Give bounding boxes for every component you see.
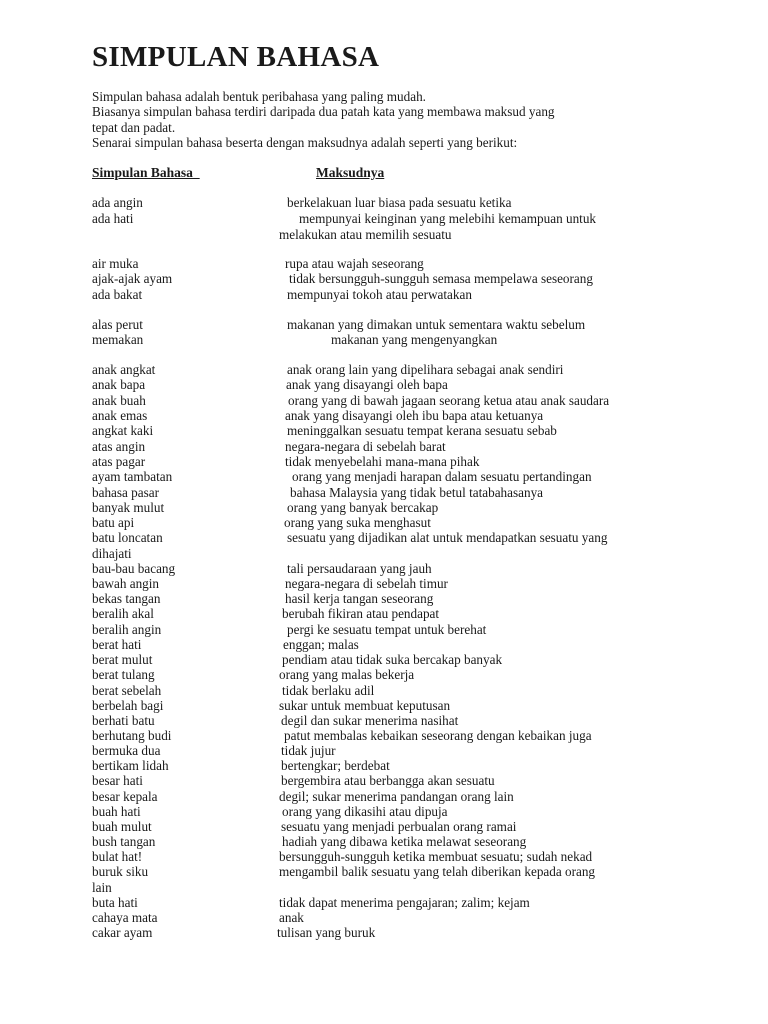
entry-meaning: bergembira atau berbangga akan sesuatu: [281, 773, 495, 788]
intro-line: Senarai simpulan bahasa beserta dengan maksudnya adalah seperti yang berikut:: [92, 135, 518, 151]
entry-term: berhutang budi: [92, 728, 172, 743]
entry-row: [0, 485, 768, 500]
entry-row: [0, 743, 768, 758]
entry-meaning: makanan yang dimakan untuk sementara waktu sebelum: [287, 317, 586, 332]
entry-row: [0, 849, 768, 864]
entry-meaning: mempunyai tokoh atau perwatakan: [287, 287, 472, 302]
entry-meaning: orang yang banyak bercakap: [287, 500, 439, 515]
entry-row: [0, 408, 768, 423]
entry-term: buah mulut: [92, 819, 152, 834]
entry-meaning: tidak menyebelahi mana-mana pihak: [285, 454, 480, 469]
page-title: SIMPULAN BAHASA: [92, 41, 380, 73]
entry-meaning: degil; sukar menerima pandangan orang lain: [279, 789, 514, 804]
column-header-meaning: Maksudnya: [316, 165, 385, 180]
intro-line: Biasanya simpulan bahasa terdiri daripada dua patah kata yang membawa maksud yang: [92, 104, 555, 120]
entry-row: [0, 683, 768, 698]
intro-line: tepat dan padat.: [92, 119, 176, 135]
entry-term: cakar ayam: [92, 925, 153, 940]
entry-meaning: anak yang disayangi oleh ibu bapa atau ketuanya: [285, 408, 544, 423]
entry-row: [0, 423, 768, 438]
entry-term: ajak-ajak ayam: [92, 271, 173, 286]
entry-row: [0, 211, 768, 226]
entry-term: lain: [92, 880, 112, 895]
entry-row: [0, 804, 768, 819]
entry-meaning: sesuatu yang menjadi perbualan orang ramai: [281, 819, 517, 834]
entry-meaning: mempunyai keinginan yang melebihi kemampuan untuk: [299, 211, 597, 226]
entry-row: [0, 469, 768, 484]
entry-term: ada angin: [92, 195, 143, 210]
entry-meaning: orang yang malas bekerja: [279, 667, 415, 682]
entry-row: [0, 287, 768, 302]
entry-row: [0, 591, 768, 606]
entry-meaning: bertengkar; berdebat: [281, 758, 390, 773]
entry-row: [0, 362, 768, 377]
entry-term: bertikam lidah: [92, 758, 169, 773]
entry-term: bermuka dua: [92, 743, 161, 758]
entry-term: bulat hat!: [92, 849, 143, 864]
entry-row: [0, 439, 768, 454]
entry-term: bau-bau bacang: [92, 561, 176, 576]
entry-meaning: tulisan yang buruk: [277, 925, 376, 940]
entry-term: alas perut: [92, 317, 143, 332]
entry-row: [0, 622, 768, 637]
entry-row: [0, 515, 768, 530]
entry-term: ada hati: [92, 211, 134, 226]
entry-meaning: tidak dapat menerima pengajaran; zalim; kejam: [279, 895, 530, 910]
entry-meaning: negara-negara di sebelah barat: [285, 439, 446, 454]
entry-term: berbelah bagi: [92, 698, 164, 713]
entry-row: [0, 271, 768, 286]
entry-term: anak angkat: [92, 362, 156, 377]
entry-term: bahasa pasar: [92, 485, 159, 500]
entry-meaning: tidak bersungguh-sungguh semasa mempelawa seseorang: [289, 271, 593, 286]
entry-term: buta hati: [92, 895, 138, 910]
column-header-term: Simpulan Bahasa: [92, 165, 200, 180]
entry-meaning: pendiam atau tidak suka bercakap banyak: [282, 652, 503, 667]
entry-term: batu api: [92, 515, 135, 530]
entry-meaning: anak yang disayangi oleh bapa: [286, 377, 448, 392]
entry-row: [0, 637, 768, 652]
entry-meaning: sesuatu yang dijadikan alat untuk mendapatkan sesuatu yang: [287, 530, 608, 545]
entry-meaning: enggan; malas: [283, 637, 359, 652]
entry-meaning: berkelakuan luar biasa pada sesuatu ketika: [287, 195, 512, 210]
entry-term: berhati batu: [92, 713, 155, 728]
entry-term: bawah angin: [92, 576, 160, 591]
entry-row: [0, 652, 768, 667]
entry-term: berat tulang: [92, 667, 155, 682]
entry-meaning: bersungguh-sungguh ketika membuat sesuatu; sudah nekad: [279, 849, 593, 864]
entry-term: cahaya mata: [92, 910, 158, 925]
entry-row: [0, 713, 768, 728]
entry-term: anak emas: [92, 408, 148, 423]
entry-meaning: makanan yang mengenyangkan: [331, 332, 498, 347]
entry-term: besar kepala: [92, 789, 158, 804]
entry-row: [0, 332, 768, 347]
entry-term: berat hati: [92, 637, 142, 652]
entry-row: [0, 256, 768, 271]
entry-meaning: bahasa Malaysia yang tidak betul tatabahasanya: [290, 485, 544, 500]
entry-term: batu loncatan: [92, 530, 163, 545]
entry-meaning: rupa atau wajah seseorang: [285, 256, 424, 271]
entry-term: anak buah: [92, 393, 146, 408]
entry-term: beralih angin: [92, 622, 162, 637]
entry-meaning: negara-negara di sebelah timur: [285, 576, 448, 591]
entry-meaning: hadiah yang dibawa ketika melawat seseorang: [282, 834, 527, 849]
entry-row: [0, 606, 768, 621]
entry-row: [0, 895, 768, 910]
entry-row: [0, 925, 768, 940]
entry-row: [0, 454, 768, 469]
entry-term: bekas tangan: [92, 591, 161, 606]
entry-row: [0, 377, 768, 392]
entry-term: memakan: [92, 332, 144, 347]
entry-row: [0, 910, 768, 925]
entry-meaning: anak orang lain yang dipelihara sebagai anak sendiri: [287, 362, 564, 377]
entry-term: besar hati: [92, 773, 143, 788]
entry-row: [0, 667, 768, 682]
entry-term: ada bakat: [92, 287, 143, 302]
entry-term: beralih akal: [92, 606, 154, 621]
entry-term: air muka: [92, 256, 139, 271]
entry-term: berat mulut: [92, 652, 153, 667]
entry-row: [0, 227, 768, 242]
entry-term: buruk siku: [92, 864, 149, 879]
entry-term: dihajati: [92, 546, 132, 561]
entry-row: [0, 546, 768, 561]
entry-row: [0, 561, 768, 576]
entry-term: banyak mulut: [92, 500, 165, 515]
entry-meaning: tali persaudaraan yang jauh: [287, 561, 432, 576]
entry-row: [0, 864, 768, 879]
entry-term: atas pagar: [92, 454, 146, 469]
entry-row: [0, 393, 768, 408]
intro-line: Simpulan bahasa adalah bentuk peribahasa yang paling mudah.: [92, 89, 426, 104]
entry-meaning: meninggalkan sesuatu tempat kerana sesuatu sebab: [287, 423, 557, 438]
entry-term: buah hati: [92, 804, 141, 819]
entry-row: [0, 576, 768, 591]
entry-term: angkat kaki: [92, 423, 154, 438]
entry-meaning: hasil kerja tangan seseorang: [285, 591, 434, 606]
entry-meaning: sukar untuk membuat keputusan: [279, 698, 451, 713]
entry-row: [0, 789, 768, 804]
entry-row: [0, 773, 768, 788]
entry-row: [0, 317, 768, 332]
entry-row: [0, 500, 768, 515]
entry-row: [0, 819, 768, 834]
entry-row: [0, 728, 768, 743]
entry-term: bush tangan: [92, 834, 156, 849]
entry-row: [0, 880, 768, 895]
entry-row: [0, 834, 768, 849]
entry-meaning: pergi ke sesuatu tempat untuk berehat: [287, 622, 487, 637]
entry-meaning: tidak berlaku adil: [282, 683, 375, 698]
entry-meaning: orang yang suka menghasut: [284, 515, 431, 530]
entry-meaning: orang yang dikasihi atau dipuja: [282, 804, 448, 819]
entry-meaning: mengambil balik sesuatu yang telah diberikan kepada orang: [279, 864, 596, 879]
entry-meaning: orang yang menjadi harapan dalam sesuatu pertandingan: [292, 469, 592, 484]
entry-row: [0, 698, 768, 713]
entry-row: [0, 530, 768, 545]
entry-meaning: patut membalas kebaikan seseorang dengan kebaikan juga: [284, 728, 592, 743]
entry-term: anak bapa: [92, 377, 146, 392]
entry-meaning: berubah fikiran atau pendapat: [282, 606, 440, 621]
entry-meaning: degil dan sukar menerima nasihat: [281, 713, 459, 728]
entry-term: ayam tambatan: [92, 469, 173, 484]
entry-row: [0, 195, 768, 210]
entry-meaning: orang yang di bawah jagaan seorang ketua atau anak saudara: [288, 393, 610, 408]
entry-row: [0, 758, 768, 773]
entry-meaning: anak: [279, 910, 304, 925]
entry-term: berat sebelah: [92, 683, 162, 698]
entry-term: atas angin: [92, 439, 146, 454]
entry-meaning: melakukan atau memilih sesuatu: [279, 227, 452, 242]
entry-meaning: tidak jujur: [281, 743, 336, 758]
